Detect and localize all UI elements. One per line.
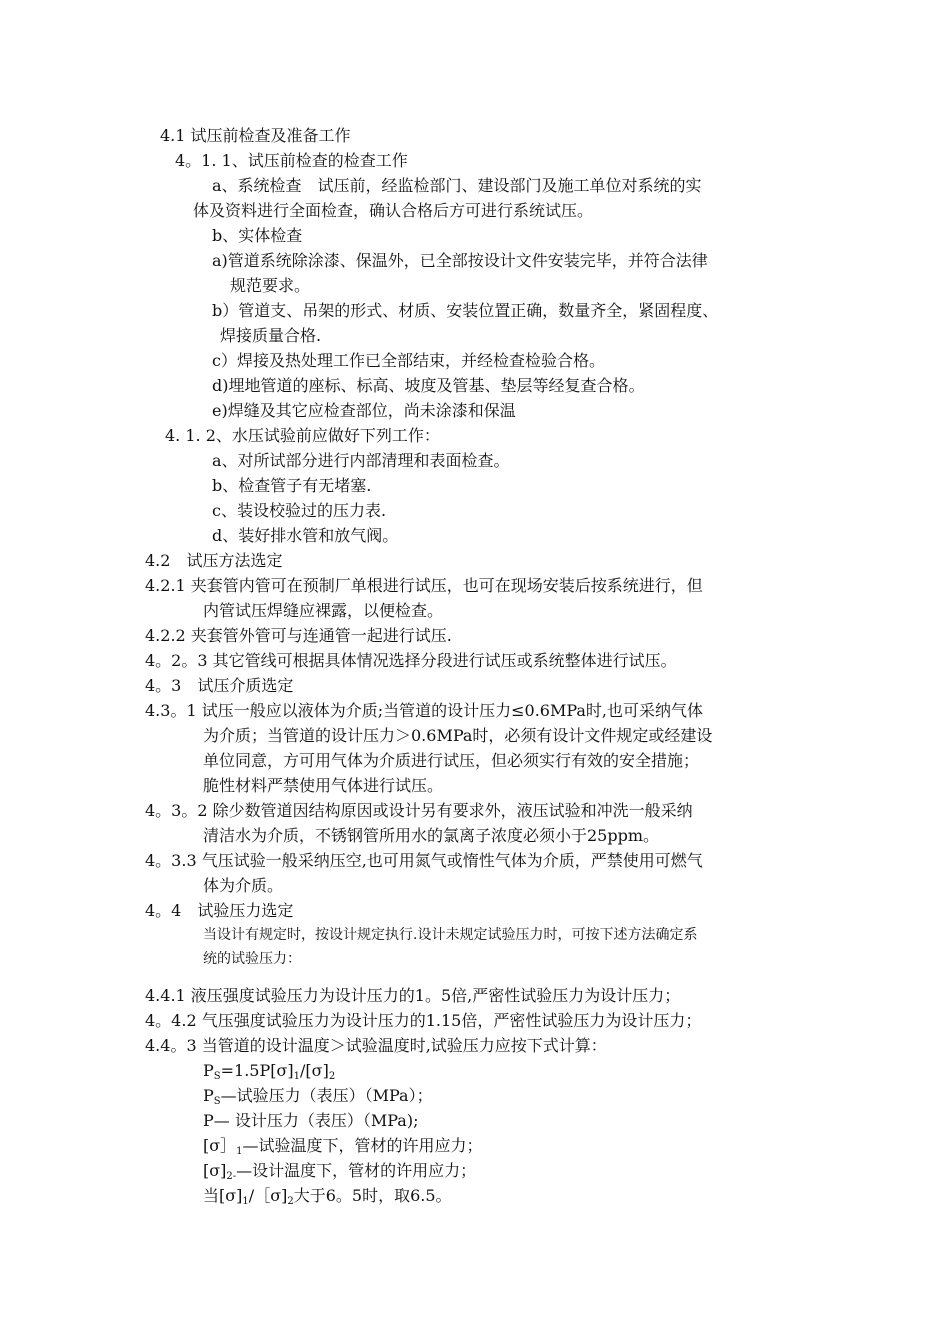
section-heading-4-4: 4。4 试验压力选定	[145, 901, 294, 920]
list-item: a)管道系统除涂漆、保温外，已全部按设计文件安装完毕，并符合法律	[212, 251, 708, 270]
formula-line	[203, 1061, 335, 1087]
paragraph-line: 4。4.2 气压强度试验压力为设计压力的1.15倍，严密性试验压力为设计压力；	[145, 1011, 702, 1030]
formula-subscript: S	[213, 1096, 221, 1107]
paragraph-line: 4.3。1 试压一般应以液体为介质;当管道的设计压力≤0.6MPa时,也可采纳气体	[145, 701, 704, 720]
paragraph-line: 体及资料进行全面检查，确认合格后方可进行系统试压。	[193, 201, 594, 220]
definition-line	[203, 1136, 483, 1162]
formula-text: /[σ]	[300, 1061, 329, 1080]
paragraph-line: 4.2.2 夹套管外管可与连通管一起进行试压.	[145, 626, 452, 645]
definition-line	[203, 1186, 452, 1212]
note-line: 当设计有规定时，按设计规定执行.设计未规定试验压力时，可按下述方法确定系	[203, 927, 698, 943]
paragraph-line: 体为介质。	[203, 876, 284, 895]
formula-ps: P	[203, 1086, 214, 1105]
list-item-continued: 焊接质量合格.	[220, 326, 322, 345]
definition-line	[203, 1161, 476, 1187]
paragraph-line: 4。3.3 气压试验一般采纳压空,也可用氮气或惰性气体为介质，严禁使用可燃气	[145, 851, 703, 870]
section-heading-4-1: 4.1 试压前检查及准备工作	[160, 126, 351, 145]
formula-subscript: 2-	[226, 1171, 237, 1182]
formula-text: [σ]	[203, 1161, 227, 1180]
paragraph-line: 内管试压焊缝应裸露，以便检查。	[203, 601, 444, 620]
definition-text: —试验温度下，管材的许用应力；	[242, 1136, 483, 1155]
formula-subscript: 2	[328, 1071, 336, 1082]
definition-text: —设计温度下，管材的许用应力；	[236, 1161, 477, 1180]
paragraph-line: a、系统检查 试压前，经监检部门、建设部门及施工单位对系统的实	[212, 176, 702, 195]
list-item: e)焊缝及其它应检查部位，尚未涂漆和保温	[212, 401, 516, 420]
section-heading-4-3: 4。3 试压介质选定	[145, 676, 294, 695]
list-item: c）焊接及热处理工作已全部结束，并经检查检验合格。	[212, 351, 605, 370]
list-item: c、装设校验过的压力表.	[212, 501, 387, 520]
list-item: d)埋地管道的座标、标高、坡度及管基、垫层等经复查合格。	[212, 376, 645, 395]
formula-text: =1.5P[σ]	[220, 1061, 294, 1080]
definition-text: 大于6。5时，取6.5。	[293, 1186, 452, 1205]
paragraph-line: 脆性材料严禁使用气体进行试压。	[203, 776, 444, 795]
formula-subscript: 1	[293, 1071, 301, 1082]
formula-text: [σ］	[203, 1136, 237, 1155]
paragraph-line: 4.4.1 液压强度试验压力为设计压力的1。5倍,严密性试验压力为设计压力；	[145, 986, 681, 1005]
section-heading-4-2: 4.2 试压方法选定	[145, 551, 283, 570]
formula-subscript: S	[213, 1071, 221, 1082]
formula-ps: P	[203, 1061, 214, 1080]
subsection-heading-4-1-2: 4. 1. 2、水压试验前应做好下列工作：	[165, 426, 440, 445]
formula-text: 当[σ]	[203, 1186, 243, 1205]
paragraph-line: 4.4。3 当管道的设计温度＞试验温度时,试验压力应按下式计算：	[145, 1036, 607, 1055]
paragraph-line: 清洁水为介质，不锈钢管所用水的氯离子浓度必须小于25ppm。	[203, 826, 660, 845]
paragraph-line: 4。2。3 其它管线可根据具体情况选择分段进行试压或系统整体进行试压。	[145, 651, 677, 670]
list-item: b、检查管子有无堵塞.	[212, 476, 372, 495]
subsection-heading-4-1-1: 4。1. 1、试压前检查的检查工作	[175, 151, 408, 170]
paragraph-line: 4.2.1 夹套管内管可在预制厂单根进行试压，也可在现场安装后按系统进行，但	[145, 576, 703, 595]
list-item-label: b、实体检查	[212, 226, 303, 245]
formula-subscript: 1	[236, 1146, 243, 1157]
list-item: d、装好排水管和放气阀。	[212, 526, 399, 545]
formula-subscript: 1	[242, 1196, 249, 1207]
paragraph-line: 单位同意，方可用气体为介质进行试压，但必须实行有效的安全措施；	[203, 751, 700, 770]
note-line: 统的试验压力：	[203, 951, 301, 967]
list-item: a、对所试部分进行内部清理和表面检查。	[212, 451, 510, 470]
formula-text: /［σ]	[248, 1186, 288, 1205]
list-item-continued: 规范要求。	[230, 276, 311, 295]
paragraph-line: 为介质；当管道的设计压力＞0.6MPa时，必须有设计文件规定或经建设	[203, 726, 713, 745]
formula-subscript: 2	[287, 1196, 294, 1207]
definition-line	[203, 1086, 433, 1112]
definition-line: P— 设计压力（表压）（MPa);	[203, 1111, 419, 1130]
list-item: b）管道支、吊架的形式、材质、安装位置正确，数量齐全，紧固程度、	[212, 301, 719, 320]
definition-text: —试验压力（表压）（MPa）；	[220, 1086, 433, 1105]
paragraph-line: 4。3。2 除少数管道因结构原因或设计另有要求外，液压试验和冲洗一般采纳	[145, 801, 693, 820]
